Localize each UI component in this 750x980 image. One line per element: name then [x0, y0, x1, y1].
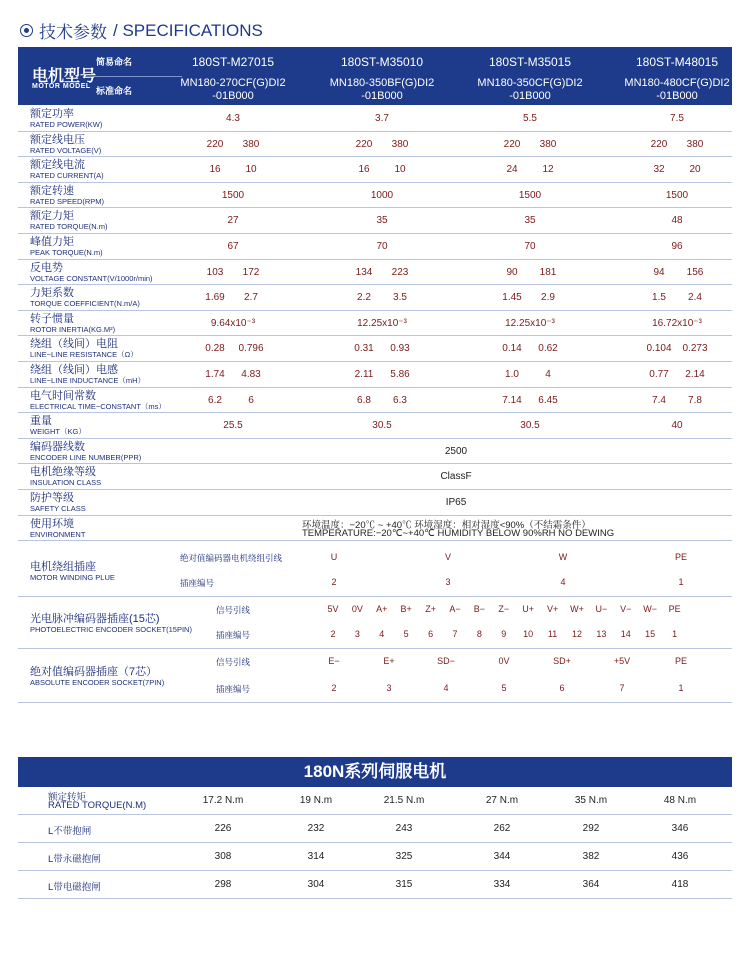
spec-1-label	[30, 134, 101, 155]
spec-row	[18, 362, 732, 388]
spec-value: 1500	[221, 189, 245, 201]
series-value: 325	[395, 851, 413, 862]
series-value: 418	[671, 879, 689, 890]
series-row	[18, 843, 732, 871]
spec-8-label-en: ROTOR INERTIA(KG.M²)	[30, 324, 116, 334]
series-value: 364	[582, 879, 600, 890]
spec-value: 0.31	[354, 343, 374, 355]
series-torque: 17.2 N.m	[202, 795, 244, 806]
series-value: 344	[493, 851, 511, 862]
photo-pin: 6	[428, 629, 434, 640]
spec-value: 7.4	[652, 394, 666, 406]
spec-6-label-cn: 反电势	[30, 261, 63, 274]
spec-10-label-cn: 绕组（线间）电感	[30, 364, 118, 376]
absolute-signal: 0V	[498, 656, 510, 667]
spec-value: 0.28	[205, 343, 225, 355]
spec-value: 380	[242, 138, 260, 150]
photo-pin: 10	[523, 629, 534, 640]
safety-row	[18, 490, 732, 516]
spec-header	[18, 47, 732, 105]
series-torque: 19 N.m	[299, 795, 333, 806]
series-value: 436	[671, 851, 689, 862]
spec-value: 223	[391, 266, 409, 278]
photo-pin: 1	[672, 629, 678, 640]
spec-value: 16	[358, 164, 370, 176]
spec-1-label-en: RATED VOLTAGE(V)	[30, 145, 102, 155]
photo-label-cn: 光电脉冲编码器插座(15芯)	[30, 612, 160, 625]
spec-value: 5.5	[523, 113, 537, 124]
photo-row	[18, 597, 732, 649]
environment-label	[30, 518, 85, 539]
photo-signal: V−	[620, 603, 632, 614]
spec-value: 1000	[370, 189, 394, 201]
safety-label-en: SAFETY CLASS	[30, 504, 86, 513]
absolute-label	[30, 666, 164, 687]
photo-pin: 11	[547, 629, 558, 640]
insulation-label	[30, 466, 101, 487]
safety-value: IP65	[445, 497, 467, 508]
spec-value: 2.7	[244, 292, 258, 304]
series-value: 308	[214, 851, 232, 862]
photo-signal: 0V	[351, 603, 363, 614]
spec-row	[18, 285, 732, 311]
model-name-1: 180ST-M27015	[191, 55, 275, 69]
spec-value: 35	[376, 215, 388, 227]
spec-row	[18, 336, 732, 362]
spec-value: 94	[653, 266, 665, 278]
spec-value: 4	[545, 369, 551, 380]
spec-value: 1.45	[502, 292, 522, 304]
series-torque-en: RATED TORQUE(N.M)	[48, 800, 147, 811]
winding-pin: 3	[445, 577, 451, 588]
spec-value: 4.3	[226, 113, 240, 124]
absolute-signal: E+	[383, 656, 395, 667]
spec-7-label-en: TORQUE COEFFICIENT(N.m/A)	[30, 299, 140, 309]
photo-signal: Z−	[498, 603, 510, 614]
spec-3-label-en: RATED SPEED(RPM)	[30, 196, 105, 206]
encoder-label	[30, 441, 141, 462]
photo-signal: W−	[643, 603, 658, 614]
spec-value: 6	[248, 394, 254, 406]
spec-value: 12.25x10⁻³	[357, 317, 407, 329]
series-torque-cn: 额定转矩	[48, 792, 87, 803]
encoder-row	[18, 439, 732, 465]
spec-7-label-cn: 力矩系数	[30, 287, 74, 300]
spec-value: 20	[689, 164, 701, 176]
spec-value: 220	[650, 138, 668, 150]
spec-10-label-en: LINE−LINE INDUCTANCE（mH）	[30, 376, 146, 385]
spec-value: 172	[242, 266, 260, 278]
motor-model-label-en: MOTOR MODEL	[32, 83, 91, 90]
photo-pin: 7	[452, 629, 458, 640]
spec-value: 6.45	[538, 394, 558, 406]
std-name-4: MN180-480CF(G)DI2 -01B000	[624, 77, 730, 102]
spec-5-label	[30, 236, 103, 257]
photo-pin: 9	[501, 629, 507, 640]
spec-value: 1.69	[205, 292, 225, 304]
spec-value: 220	[355, 138, 373, 150]
absolute-label-cn: 绝对值编码器插座（7芯）	[30, 665, 158, 678]
spec-value: 1.0	[505, 369, 519, 380]
series-value: 292	[582, 823, 600, 834]
spec-value: 3.7	[375, 113, 389, 124]
photo-signal: V+	[546, 603, 559, 614]
spec-11-label-cn: 电气时间常数	[30, 389, 96, 402]
spec-6-label-en: VOLTAGE CONSTANT(V/1000r/min)	[30, 273, 153, 283]
environment-label-cn: 使用环境	[30, 517, 74, 530]
series-title: 180N系列伺服电机	[18, 757, 732, 787]
spec-value: 70	[524, 241, 536, 252]
spec-value: 1500	[518, 189, 542, 201]
spec-value: 7.5	[670, 113, 684, 124]
spec-row	[18, 208, 732, 234]
winding-pin: 4	[560, 577, 566, 588]
model-name-3: 180ST-M35015	[488, 55, 572, 69]
series-value: 304	[307, 879, 325, 890]
series-row-label: L不带抱闸	[48, 826, 92, 837]
spec-8-label	[30, 313, 115, 334]
spec-12-label	[30, 415, 86, 436]
spec-value: 48	[671, 215, 683, 227]
spec-value: 12	[542, 164, 554, 176]
spec-row	[18, 183, 732, 209]
spec-value: 3.5	[393, 292, 407, 304]
photo-signal: A−	[449, 603, 461, 614]
spec-value: 134	[355, 266, 373, 278]
photo-signal: PE	[668, 603, 681, 614]
spec-4-label-cn: 额定力矩	[30, 210, 74, 223]
photo-signal: A+	[376, 603, 388, 614]
spec-value: 70	[376, 241, 388, 252]
series-value: 314	[307, 851, 325, 862]
spec-row	[18, 157, 732, 183]
spec-value: 10	[245, 164, 257, 176]
spec-12-label-cn: 重量	[30, 415, 52, 428]
spec-value: 380	[391, 138, 409, 150]
photo-pin: 2	[330, 629, 336, 640]
spec-value: 25.5	[223, 420, 243, 432]
spec-row	[18, 132, 732, 158]
series-row	[18, 815, 732, 843]
series-value: 262	[493, 823, 511, 834]
series-value: 226	[214, 823, 232, 834]
environment-line2: TEMPERATURE:−20℃~+40℃ HUMIDITY BELOW 90%RH NO DEWING	[302, 527, 615, 539]
insulation-row	[18, 464, 732, 490]
spec-9-label-en: LINE−LINE RESISTANCE（Ω）	[30, 350, 138, 360]
short-name-label: 简易命名	[96, 57, 133, 67]
spec-value: 0.93	[390, 343, 410, 355]
series-torque: 27 N.m	[485, 795, 519, 806]
spec-value: 1.5	[652, 292, 666, 304]
photo-signal: Z+	[425, 603, 436, 614]
std-name-2: MN180-350BF(G)DI2 -01B000	[329, 77, 435, 102]
spec-value: 0.77	[649, 369, 669, 380]
photo-signal: U+	[522, 603, 535, 614]
absolute-pin: 4	[443, 682, 449, 693]
absolute-pin: 2	[331, 682, 337, 693]
spec-4-label-en: RATED TORQUE(N.m)	[30, 222, 108, 232]
photo-signal: W+	[570, 603, 584, 614]
encoder-value: 2500	[444, 445, 468, 457]
spec-value: 380	[539, 138, 557, 150]
photo-pin: 3	[354, 629, 360, 640]
winding-sub2: 插座编号	[180, 578, 215, 589]
spec-value: 6.2	[208, 394, 222, 406]
photo-pin: 12	[571, 629, 582, 640]
absolute-signal: SD−	[437, 656, 455, 667]
spec-value: 5.86	[390, 369, 410, 380]
spec-value: 2.2	[357, 292, 371, 304]
photo-sub2: 插座编号	[216, 630, 251, 641]
spec-value: 2.4	[688, 292, 702, 304]
spec-6-label	[30, 262, 153, 283]
environment-row	[18, 516, 732, 542]
absolute-sub1: 信号引线	[216, 657, 251, 668]
photo-signal: 5V	[327, 603, 339, 614]
photo-signal: B+	[400, 603, 412, 614]
spec-1-label-cn: 额定线电压	[30, 133, 85, 146]
spec-value: 103	[206, 266, 224, 278]
spec-7-label	[30, 287, 140, 308]
photo-pin: 4	[379, 629, 385, 640]
spec-5-label-en: PEAK TORQUE(N.m)	[30, 248, 103, 257]
spec-value: 156	[686, 266, 704, 278]
insulation-label-en: INSULATION CLASS	[30, 478, 102, 488]
spec-value: 40	[671, 420, 683, 432]
series-value: 334	[493, 879, 511, 890]
spec-value: 0.14	[502, 343, 522, 355]
spec-value: 30.5	[520, 420, 540, 432]
series-value: 315	[395, 879, 413, 890]
spec-11-label	[30, 390, 166, 411]
absolute-signal: SD+	[553, 656, 571, 667]
spec-value: 0.104	[646, 343, 672, 355]
photo-pin: 14	[620, 629, 631, 640]
spec-0-label	[30, 108, 102, 129]
winding-pin: 1	[678, 577, 684, 588]
absolute-sub2: 插座编号	[216, 683, 251, 694]
spec-row	[18, 413, 732, 439]
spec-2-label-cn: 额定线电流	[30, 159, 85, 172]
series-torque: 35 N.m	[574, 795, 608, 806]
series-torque: 48 N.m	[663, 795, 697, 806]
absolute-pin: 7	[619, 682, 625, 693]
spec-value: 1.74	[205, 369, 225, 380]
spec-5-label-cn: 峰值力矩	[30, 236, 74, 248]
spec-10-label	[30, 364, 145, 385]
photo-pin: 15	[645, 629, 656, 640]
spec-value: 0.62	[538, 343, 558, 355]
winding-sub1: 绝对值编码器电机绕组引线	[180, 552, 283, 563]
std-name-1: MN180-270CF(G)DI2 -01B000	[180, 77, 286, 102]
spec-value: 220	[503, 138, 521, 150]
spec-value: 6.8	[357, 394, 371, 406]
series-value: 346	[671, 823, 689, 834]
series-row-label: L带永磁抱闸	[48, 854, 101, 865]
series-value: 243	[395, 823, 413, 834]
winding-pin: 2	[331, 577, 337, 588]
series-value: 232	[307, 823, 325, 834]
spec-value: 30.5	[372, 420, 392, 432]
absolute-pin: 3	[386, 682, 392, 693]
winding-row	[18, 545, 732, 597]
environment-line1: 环境温度：−20℃ ~ +40℃ 环境湿度：相对湿度<90%（不结霜条件）	[302, 519, 591, 531]
spec-value: 9.64x10⁻³	[210, 317, 256, 329]
spec-value: 16	[209, 164, 221, 176]
photo-pin: 8	[476, 629, 482, 640]
spec-row	[18, 260, 732, 286]
series-value: 298	[214, 879, 232, 890]
spec-11-label-en: ELECTRICAL TIME−CONSTANT（ms）	[30, 401, 166, 411]
motor-model-label: 电机型号	[32, 68, 97, 85]
absolute-label-en: ABSOLUTE ENCODER SOCKET(7PIN)	[30, 677, 165, 687]
photo-sub1: 信号引线	[216, 604, 251, 615]
spec-12-label-en: WEIGHT（KG）	[30, 427, 86, 437]
absolute-row	[18, 649, 732, 703]
spec-value: 181	[539, 266, 557, 278]
insulation-value: ClassF	[440, 471, 472, 483]
spec-value: 96	[671, 241, 683, 252]
spec-value: 12.25x10⁻³	[505, 317, 555, 329]
std-name-3: MN180-350CF(G)DI2 -01B000	[477, 77, 583, 102]
spec-3-label-cn: 额定转速	[30, 184, 74, 197]
photo-pin: 5	[403, 629, 409, 640]
model-name-2: 180ST-M35010	[340, 55, 424, 69]
spec-row	[18, 388, 732, 414]
series-row-label: L带电磁抱闸	[48, 882, 101, 893]
environment-label-en: ENVIRONMENT	[30, 529, 86, 539]
spec-value: 0.273	[682, 343, 708, 355]
spec-value: 7.14	[502, 394, 522, 406]
spec-8-label-cn: 转子惯量	[30, 312, 74, 325]
title-cn: 技术参数	[39, 23, 107, 42]
spec-0-label-en: RATED POWER(KW)	[30, 120, 103, 129]
std-name-label: 标准命名	[96, 86, 133, 96]
encoder-label-cn: 编码器线数	[30, 440, 85, 453]
spec-value: 2.9	[541, 292, 555, 304]
safety-label	[30, 492, 86, 513]
photo-signal: B−	[473, 603, 486, 614]
spec-3-label	[30, 185, 104, 206]
spec-value: 90	[506, 266, 518, 278]
absolute-signal: E−	[328, 656, 340, 667]
winding-signal: V	[444, 551, 451, 562]
absolute-pin: 1	[678, 682, 684, 693]
photo-label-en: PHOTOELECTRIC ENCODER SOCKET(15PIN)	[30, 624, 192, 634]
winding-label	[30, 561, 115, 582]
spec-value: 10	[394, 164, 406, 176]
model-name-4: 180ST-M48015	[635, 55, 719, 69]
spec-value: 1500	[665, 189, 689, 201]
encoder-label-en: ENCODER LINE NUMBER(PPR)	[30, 452, 142, 462]
spec-9-label-cn: 绕组（线间）电阻	[30, 338, 118, 351]
insulation-label-cn: 电机绝缘等级	[30, 466, 96, 479]
spec-value: 35	[524, 215, 536, 227]
spec-value: 6.3	[393, 394, 407, 406]
safety-label-cn: 防护等级	[30, 492, 74, 504]
series-row	[18, 871, 732, 899]
spec-value: 220	[206, 138, 224, 150]
series-torque: 21.5 N.m	[383, 795, 425, 806]
absolute-pin: 6	[559, 682, 565, 693]
spec-value: 4.83	[241, 369, 261, 380]
spec-2-label	[30, 159, 104, 180]
spec-value: 32	[653, 164, 665, 176]
winding-label-en: MOTOR WINDING PLUE	[30, 572, 115, 582]
series-value: 382	[582, 851, 600, 862]
winding-signal: W	[558, 551, 568, 562]
winding-signal: PE	[674, 551, 687, 562]
spec-4-label	[30, 210, 108, 231]
spec-value: 2.14	[685, 369, 705, 380]
bullet-circle-icon	[20, 24, 33, 37]
winding-label-cn: 电机绕组插座	[30, 560, 96, 573]
absolute-signal: PE	[674, 656, 687, 667]
spec-value: 7.8	[688, 394, 702, 406]
winding-signal: U	[330, 551, 338, 562]
spec-9-label	[30, 338, 138, 359]
spec-row	[18, 106, 732, 132]
spec-value: 67	[227, 241, 239, 252]
section-title	[20, 18, 263, 43]
spec-value: 27	[227, 215, 239, 227]
title-en: / SPECIFICATIONS	[113, 20, 263, 40]
spec-value: 0.796	[238, 343, 264, 355]
absolute-pin: 5	[501, 682, 507, 693]
spec-2-label-en: RATED CURRENT(A)	[30, 171, 104, 181]
spec-value: 24	[506, 164, 518, 176]
spec-value: 380	[686, 138, 704, 150]
spec-row	[18, 311, 732, 337]
spec-value: 16.72x10⁻³	[652, 317, 702, 329]
photo-label	[30, 613, 192, 634]
series-torque-row	[18, 788, 732, 815]
spec-value: 2.11	[354, 369, 374, 380]
photo-signal: U−	[595, 603, 608, 614]
photo-pin: 13	[596, 629, 607, 640]
spec-0-label-cn: 额定功率	[30, 108, 74, 120]
absolute-signal: +5V	[613, 656, 631, 667]
spec-row	[18, 234, 732, 260]
